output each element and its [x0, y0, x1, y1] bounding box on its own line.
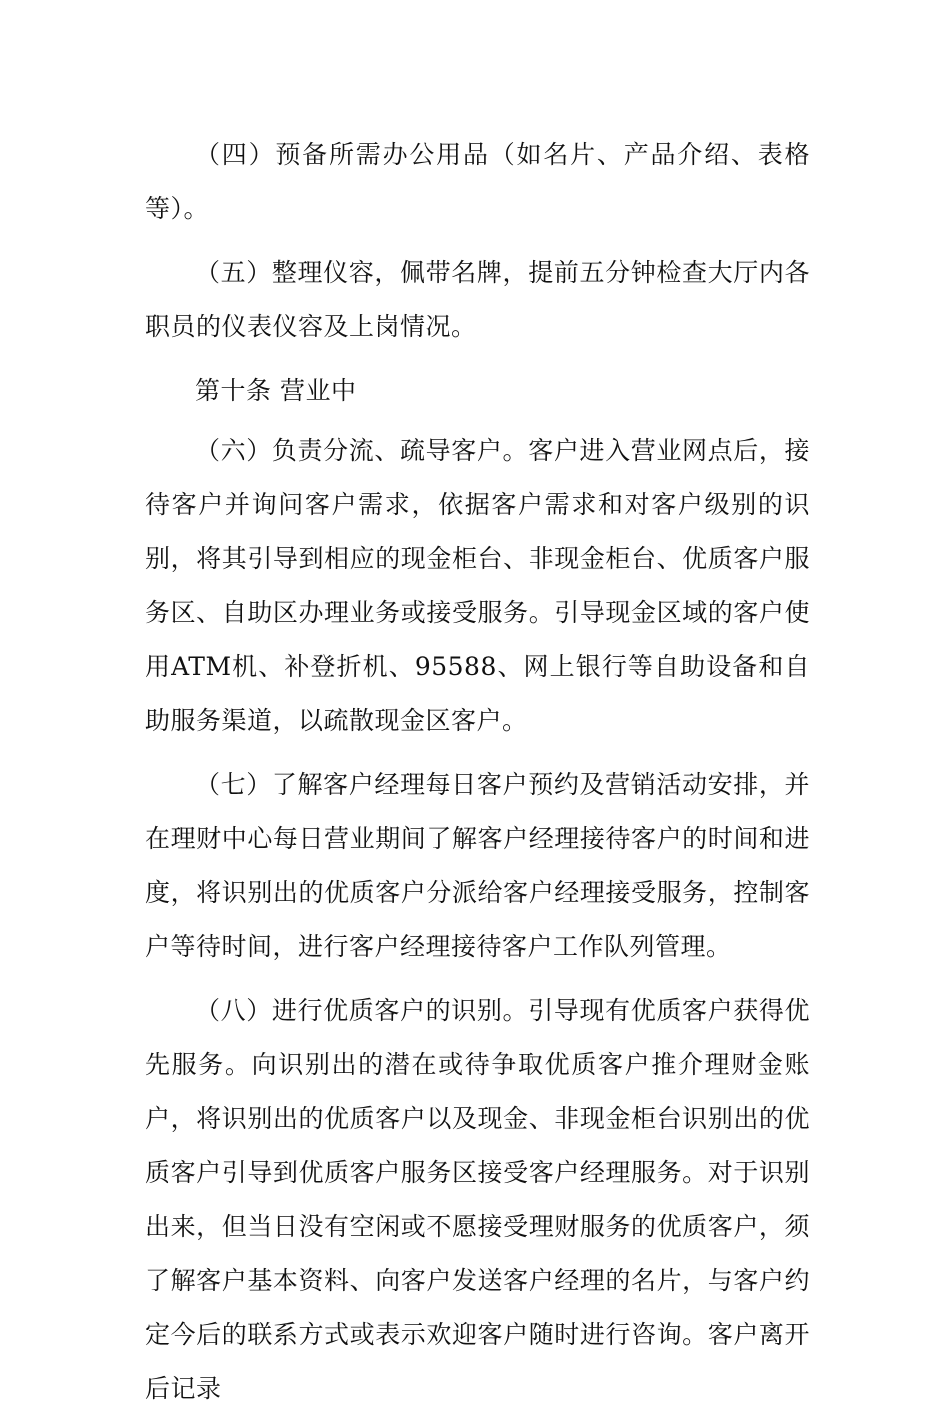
paragraph-office-supplies: （四）预备所需办公用品（如名片、产品介绍、表格等）。 [145, 140, 810, 223]
paragraph-manager-schedule: （七）了解客户经理每日客户预约及营销活动安排，并在理财中心每日营业期间了解客户经理接待客户的时间和进度，将识别出的优质客户分派给客户经理接受服务，控制客户等待时间，进行客户经理接待客户工作队列管理。 [145, 770, 810, 961]
document-body [145, 128, 810, 1426]
paragraph-quality-customer: （八）进行优质客户的识别。引导现有优质客户获得优先服务。向识别出的潜在或待争取优质客户推介理财金账户，将识别出的优质客户以及现金、非现金柜台识别出的优质客户引导到优质客户服务区接受客户经理服务。对于识别出来，但当日没有空闲或不愿接受理财服务的优质客户，须了解客户基本资料、向客户发送客户经理的名片，与客户约定今后的联系方式或表示欢迎客户随时进行咨询。客户离开后记录 [145, 996, 810, 1403]
article-ten-heading: 第十条 营业中 [195, 376, 357, 405]
paragraph-customer-diversion: （六）负责分流、疏导客户。客户进入营业网点后，接待客户并询问客户需求，依据客户需求和对客户级别的识别，将其引导到相应的现金柜台、非现金柜台、优质客户服务区、自助区办理业务或接受服务。引导现金区域的客户使用ATM机、补登折机、95588、网上银行等自助设备和自助服务渠道，以疏散现金区客户。 [145, 436, 810, 735]
paragraph-grooming: （五）整理仪容，佩带名牌，提前五分钟检查大厅内各职员的仪表仪容及上岗情况。 [145, 258, 810, 341]
